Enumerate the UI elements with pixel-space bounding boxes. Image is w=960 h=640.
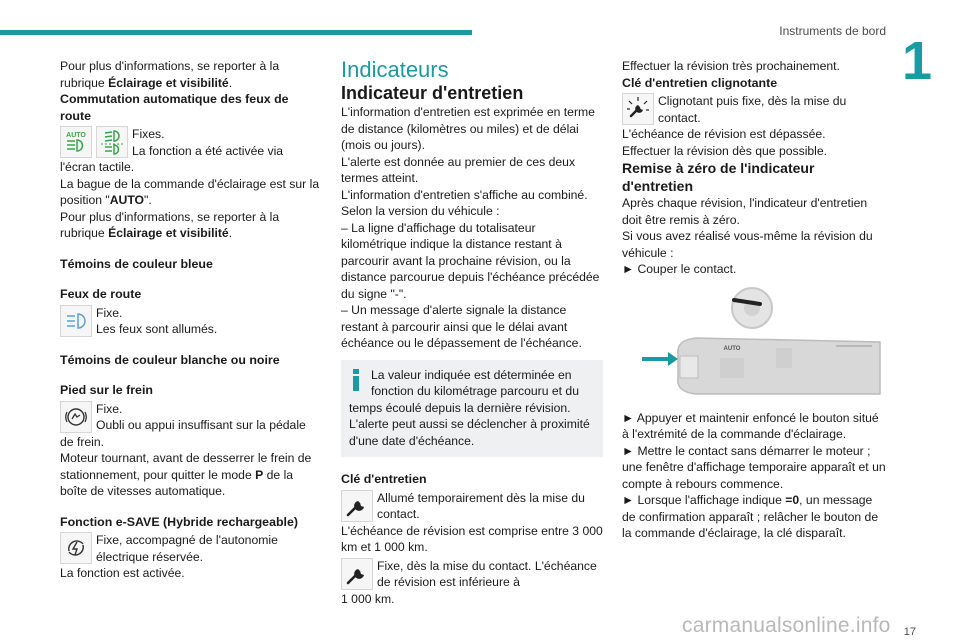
indicator-service-wrench-temp: Allumé temporairement dès la mise du contact.: [341, 490, 603, 523]
column-middle: Indicateurs Indicateur d'entretien L'information d'entretien est exprimée en terme de distance (kilomètres ou miles) et de délai (mois ou jours). L'alerte est donnée au premier de ces deux termes atteint. L'information d'entretien s'affiche au combiné. Selon la version du véhicule : – La ligne d'affichage du totalisateur kilométrique indique la distance restant à parcourir avant la prochaine révision, ou la distance parcourue depuis l'échéance précédée du signe "-". – Un message d'alerte signale la distance restant à parcourir ainsi que le délai avant échéance ou le dépassement de l'échéance. La valeur indiquée est déterminée en fonction du kilométrage parcouru et du temps écoulé depuis la dernière révision. L'alerte peut aussi se déclencher à proximité d'une date d'échéance. Clé d'entretien Allumé temporairement dès la mise du contact. L'échéance de révision est comprise entre 3 000 km et 1 000 km. Fixe, dès la mise du contact. L'échéance de révision est inférieure à 1 000 km.: [341, 57, 603, 606]
heading-flashing-wrench: Clé d'entretien clignotante: [622, 75, 778, 90]
reference-link: Éclairage et visibilité: [108, 226, 229, 240]
reference-link: Éclairage et visibilité: [108, 75, 229, 90]
auto-position-label: AUTO: [723, 345, 741, 352]
heading-white-indicators: Témoins de couleur blanche ou noire: [60, 352, 280, 367]
arrow-icon: [642, 352, 678, 366]
section-title: Instruments de bord: [779, 24, 886, 38]
indicator-auto-high-beam: AUTO Fixes. La fonction a été activée via: [60, 126, 322, 159]
heading-service-wrench: Clé d'entretien: [341, 472, 427, 486]
indicator-service-wrench-fixed: Fixe, dès la mise du contact. L'échéance de révision est inférieure à: [341, 558, 603, 591]
flashing-wrench-icon: [622, 93, 654, 125]
wrench-icon: [341, 558, 373, 590]
indicator-flashing-wrench: Clignotant puis fixe, dès la mise du contact.: [622, 93, 888, 126]
svg-text:AUTO: AUTO: [66, 132, 86, 139]
heading-e-save: Fonction e-SAVE (Hybride rechargeable): [60, 514, 298, 529]
main-beam-icon: [60, 305, 92, 337]
lighting-stalk-illustration: [636, 286, 886, 410]
heading-reset-indicator: Remise à zéro de l'indicateur d'entretien: [622, 160, 815, 194]
e-save-icon: [60, 532, 92, 564]
chapter-color-bar: [0, 30, 472, 35]
info-note: La valeur indiquée est déterminée en fonction du kilométrage parcouru et du temps écoulé depuis la dernière révision. L'alerte peut aussi se déclencher à proximité d'une date d'échéance.: [341, 360, 603, 458]
watermark: carmanualsonline.info: [682, 614, 891, 637]
heading-service-indicator: Indicateur d'entretien: [341, 83, 524, 103]
chapter-number: 1: [902, 31, 933, 91]
heading-main-beam: Feux de route: [60, 287, 142, 301]
auto-high-beam-active-icon: [96, 126, 128, 158]
page-number: 17: [903, 626, 916, 638]
paragraph: Pour plus d'informations, se reporter à la rubrique Éclairage et visibilité.: [60, 59, 280, 90]
foot-on-brake-icon: [60, 401, 92, 433]
heading-indicators: Indicateurs: [341, 57, 449, 82]
indicator-main-beam: Fixe. Les feux sont allumés.: [60, 305, 322, 338]
indicator-foot-on-brake: Fixe. Oubli ou appui insuffisant sur la pédale: [60, 401, 322, 434]
column-left: Pour plus d'informations, se reporter à la rubrique Éclairage et visibilité. Commutation automatique des feux de route AUTO Fixes. La fonction a été activée via l'écran tactile. La bague de la commande d'éclairage est sur la position "AUTO". Pour plus d'informations, se reporter à la rubrique Éclairage et visibilité. Témoins de couleur bleue Feux de route Fixe. Les feux sont allumés. Témoins de couleur blanche ou noire Pied sur le frein Fixe. Oubli ou appui insuffisant sur la pédale de frein. Moteur tournant, avant de desserrer le frein de stationnement, pour quitter le mode P de la boîte de vitesses automatique. Fonction e-SAVE (Hybride rechargeable) Fixe, accompagné de l'autonomie électrique réservée. La fonction est activée.: [60, 58, 322, 582]
heading-auto-high-beam: Commutation automatique des feux de route: [60, 92, 289, 123]
column-right: Effectuer la révision très prochainement. Clé d'entretien clignotante Clignotant puis fixe, dès la mise du contact. L'échéance de révision est dépassée. Effectuer la révision dès que possible. Remise à zéro de l'indicateur d'entretien Après chaque révision, l'indicateur d'entretien doit être remis à zéro. Si vous avez réalisé vous-même la révision du véhicule : ► Couper le contact. AUTO ► Appuyer et maintenir enfoncé le bouton situé à l'extrémité de la commande d'éclairage. ► Mettre le contact sans démarrer le moteur ; une fenêtre d'affichage temporaire apparaît et un compte à rebours commence. ► Lorsque l'affichage indique =0, un message de confirmation apparaît ; relâcher le bouton de la commande d'éclairage, la clé disparaît.: [622, 58, 888, 542]
heading-blue-indicators: Témoins de couleur bleue: [60, 256, 213, 271]
wrench-icon: [341, 490, 373, 522]
indicator-e-save: Fixe, accompagné de l'autonomie électrique réservée.: [60, 532, 322, 565]
auto-high-beam-icon: [60, 126, 92, 158]
heading-foot-on-brake: Pied sur le frein: [60, 383, 153, 397]
info-icon: [349, 369, 363, 391]
